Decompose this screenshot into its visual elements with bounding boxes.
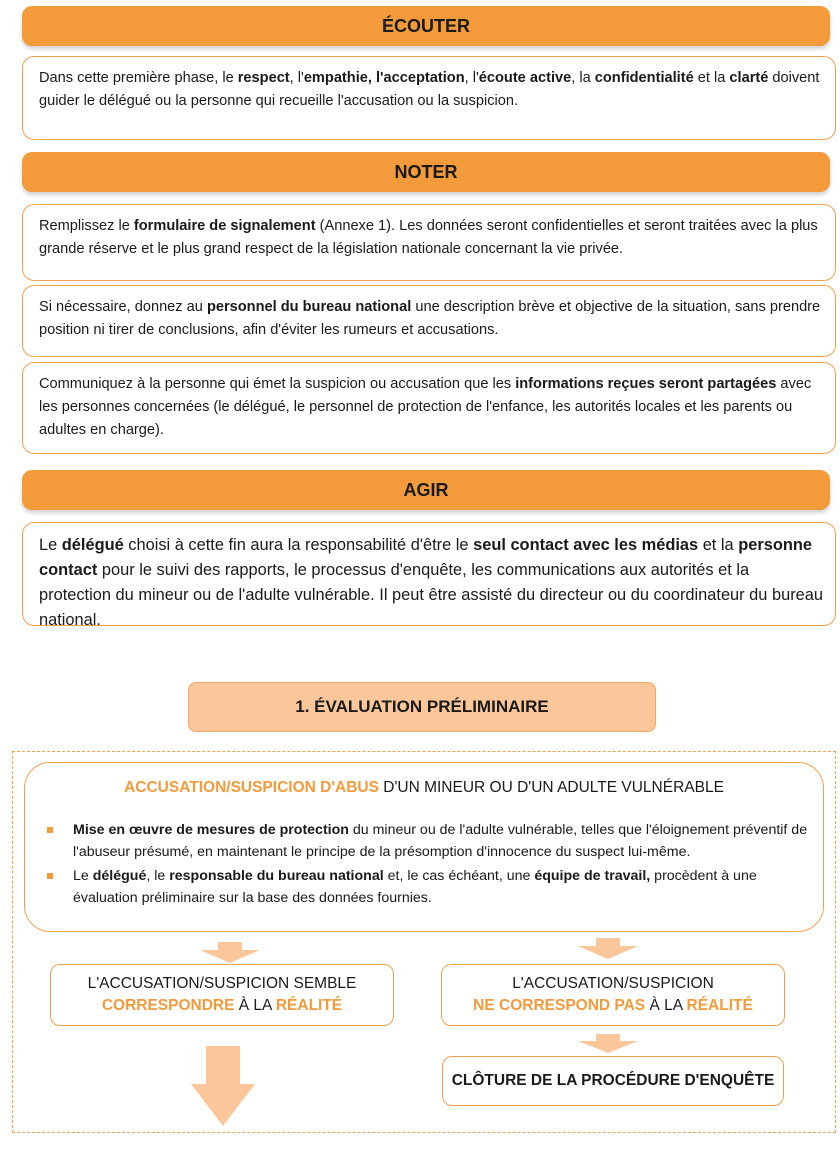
ecouter-text: Dans cette première phase, le respect, l'empathie, l'acceptation, l'écoute active, la confidentialité et la clarté doivent guider le délégué ou la personne qui recueille l'accusation ou la suspicion. bbox=[39, 70, 820, 109]
accusation-title bbox=[25, 779, 823, 797]
ecouter-text-box bbox=[22, 56, 836, 140]
arrow-down-icon bbox=[576, 938, 640, 960]
bullet-item-protection bbox=[45, 819, 811, 863]
arrow-down-icon bbox=[576, 1034, 640, 1054]
result-corresponds-line1: L'ACCUSATION/SUSPICION SEMBLE bbox=[87, 975, 357, 992]
noter-text-3: Communiquez à la personne qui émet la suspicion ou accusation que les informations reçues seront partagées avec les personnes concernées (le délégué, le personnel de protection de l'enfance, les autorités locales et les parents ou adultes en charge). bbox=[39, 376, 812, 438]
bullet-text-evaluation: Le délégué, le responsable du bureau national et, le cas échéant, une équipe de travail, procèdent à une évaluation préliminaire sur la base des données fournies. bbox=[73, 868, 757, 906]
agir-text: Le délégué choisi à cette fin aura la responsabilité d'être le seul contact avec les médias et la personne contact pour le suivi des rapports, le processus d'enquête, les communications aux autorités et la protection du mineur ou de l'adulte vulnérable. Il peut être assisté du directeur ou du coordinateur du bureau national. bbox=[39, 536, 824, 629]
accusation-box bbox=[24, 762, 824, 932]
closure-box: CLÔTURE DE LA PROCÉDURE D'ENQUÊTE bbox=[442, 1056, 784, 1106]
noter-text-2: Si nécessaire, donnez au personnel du bureau national une description brève et objective de la situation, sans prendre position ni tirer de conclusions, afin d'éviter les rumeurs et accusations. bbox=[39, 299, 821, 338]
bullet-item-evaluation bbox=[45, 865, 811, 909]
evaluation-header: 1. ÉVALUATION PRÉLIMINAIRE bbox=[188, 682, 656, 732]
accusation-title-rest: D'UN MINEUR OU D'UN ADULTE VULNÉRABLE bbox=[378, 779, 724, 796]
result-box-corresponds bbox=[50, 964, 394, 1026]
result-corresponds-line2: CORRESPONDRE À LA RÉALITÉ bbox=[101, 997, 343, 1014]
arrow-down-icon bbox=[198, 942, 262, 964]
result-box-not-corresponds bbox=[441, 964, 785, 1026]
accusation-title-highlight: ACCUSATION/SUSPICION D'ABUS bbox=[124, 779, 379, 796]
noter-box-2 bbox=[22, 285, 836, 357]
square-bullet-icon bbox=[47, 827, 53, 833]
section-header-ecouter: ÉCOUTER bbox=[22, 6, 830, 46]
noter-box-3 bbox=[22, 362, 836, 454]
bullet-text-protection: Mise en œuvre de mesures de protection du mineur ou de l'adulte vulnérable, telles que l'éloignement préventif de l'abuseur présumé, en maintenant le principe de la présomption d'innocence du suspect lui-même. bbox=[73, 822, 808, 860]
square-bullet-icon bbox=[47, 873, 53, 879]
section-header-agir: AGIR bbox=[22, 470, 830, 510]
agir-text-box bbox=[22, 522, 836, 629]
accusation-bullet-list bbox=[45, 819, 811, 911]
noter-text-1: Remplissez le formulaire de signalement (Annexe 1). Les données seront confidentielles et seront traitées avec la plus grande réserve et le plus grand respect de la législation nationale concernant la vie privée. bbox=[39, 218, 818, 257]
noter-box-1 bbox=[22, 204, 836, 281]
big-arrow-down-icon bbox=[190, 1046, 256, 1128]
result-not-corresponds-line1: L'ACCUSATION/SUSPICION bbox=[512, 975, 714, 992]
section-header-noter: NOTER bbox=[22, 152, 830, 192]
result-not-corresponds-line2: NE CORRESPOND PAS À LA RÉALITÉ bbox=[473, 997, 753, 1014]
